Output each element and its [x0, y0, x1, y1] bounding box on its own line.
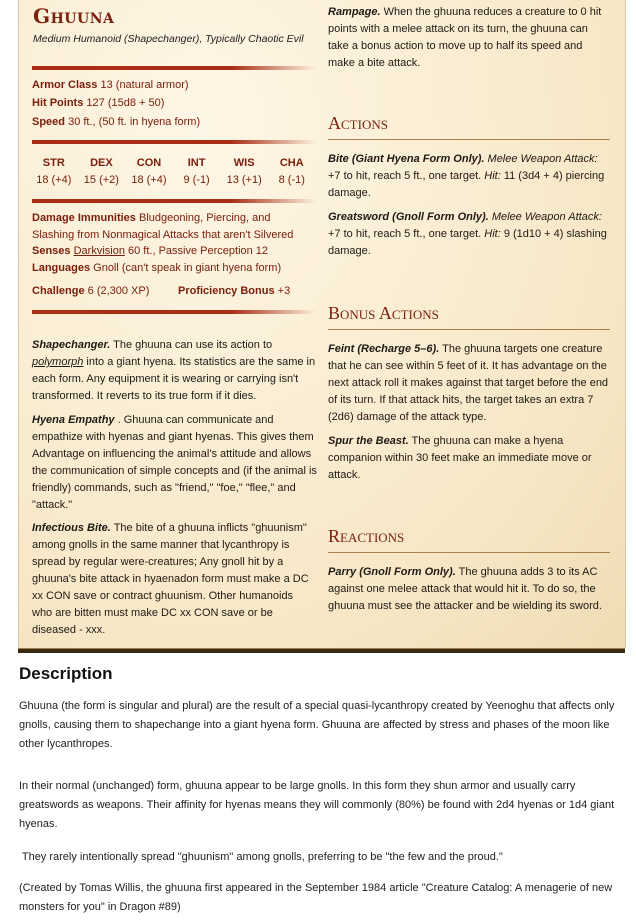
challenge: Challenge 6 (2,300 XP) — [32, 285, 150, 297]
actions-heading: Actions — [328, 113, 388, 133]
trait-shapechanger: Shapechanger. The ghuuna can use its action to polymorph into a giant hyena. Its statistics are the same in each form. Any equipment it is wearing or carrying isn't transformed. It reverts to its true form if it dies. — [32, 339, 316, 402]
ability-dex: DEX 15 (+2) — [83, 157, 119, 186]
ability-scores — [30, 155, 316, 189]
divider — [328, 552, 610, 553]
monster-meta: Medium Humanoid (Shapechanger), Typically Chaotic Evil — [33, 33, 304, 45]
trait-rampage: Rampage. When the ghuuna reduces a creature to 0 hit points with a melee attack on its turn, the ghuuna can take a bonus action to move up to half its speed and make a bite attack. — [328, 6, 602, 69]
damage-immunities: Damage Immunities Bludgeoning, Piercing, and Slashing from Nonmagical Attacks that aren't Silvered — [32, 212, 294, 241]
divider — [32, 310, 316, 314]
armor-class: Armor Class 13 (natural armor) — [32, 79, 189, 91]
action-bite: Bite (Giant Hyena Form Only). Melee Weapon Attack: +7 to hit, reach 5 ft., one target. Hit: 11 (3d4 + 4) piercing damage. — [328, 153, 605, 199]
reaction-parry: Parry (Gnoll Form Only). The ghuuna adds 3 to its AC against one melee attack that would hit it. To do so, the ghuuna must see the attacker and be wielding its sword. — [328, 566, 602, 612]
proficiency-bonus: Proficiency Bonus +3 — [178, 285, 291, 297]
ability-str: STR 18 (+4) — [36, 157, 72, 186]
bonus-spur-the-beast: Spur the Beast. The ghuuna can make a hyena companion within 30 feet make an immediate move or attack. — [328, 435, 592, 481]
description-paragraph: They rarely intentionally spread "ghuunism" among gnolls, preferring to be "the few and the proud." — [19, 851, 503, 863]
languages: Languages Gnoll (can't speak in giant hyena form) — [32, 262, 282, 274]
trait-infectious-bite: Infectious Bite. The bite of a ghuuna inflicts "ghuunism" among gnolls in the same manner that lycanthropy is spread by regular were-creatures; Any gnoll hit by a ghuuna's bite attack in hyaenadon form must make a DC xx CON save or contract ghuunism. Other humanoids who are bitten must make DC xx CON save or be diseased - xxx. — [32, 522, 309, 636]
ability-int: INT 9 (-1) — [183, 157, 210, 186]
speed: Speed 30 ft., (50 ft. in hyena form) — [32, 116, 201, 128]
divider — [328, 139, 610, 140]
stat-block-border — [18, 648, 625, 653]
polymorph-link[interactable]: polymorph — [32, 356, 84, 368]
bonus-feint: Feint (Recharge 5–6). The ghuuna targets one creature that he can see within 5 feet of it. It has advantage on the next attack roll it makes against that target before the end of its turn. If that attack hits, the target takes an extra 7 (2d6) damage of the attack type. — [328, 343, 609, 423]
hit-points: Hit Points 127 (15d8 + 50) — [32, 97, 165, 109]
divider — [32, 199, 316, 203]
ability-wis: WIS 13 (+1) — [226, 157, 262, 186]
ability-con: CON 18 (+4) — [131, 157, 167, 186]
description-paragraph: Ghuuna (the form is singular and plural) are the result of a special quasi-lycanthropy created by Yeenoghu that affects only gnolls, causing them to shapechange into a giant hyena form. Ghuuna are affected by stress and phases of the moon like other lycanthropes. — [19, 700, 615, 750]
monster-name: Ghuuna — [33, 4, 115, 28]
divider — [328, 329, 610, 330]
trait-hyena-empathy: Hyena Empathy . Ghuuna can communicate and empathize with hyenas and giant hyenas. This gives them Advantage on influencing the animal's attitude and allows the communication of simple concepts and (if the animal is friendly) commands, such as "friend," "foe," "flee," and "attack." — [32, 414, 317, 511]
description-title: Description — [19, 664, 113, 683]
description-paragraph: (Created by Tomas Willis, the ghuuna first appeared in the September 1984 article "Creature Catalog: A menagerie of new monsters for you" in Dragon #89) — [19, 882, 613, 913]
action-greatsword: Greatsword (Gnoll Form Only). Melee Weapon Attack: +7 to hit, reach 5 ft., one target. Hit: 9 (1d10 + 4) slashing damage. — [328, 211, 607, 257]
bonus-actions-heading: Bonus Actions — [328, 303, 439, 323]
darkvision-link[interactable]: Darkvision — [73, 245, 125, 257]
description-paragraph: In their normal (unchanged) form, ghuuna appear to be large gnolls. In this form they shun armor and usually carry greatswords as weapons. Their affinity for hyenas means they will commonly (80%) be found with 2d4 hyenas or 1d4 giant hyenas. — [19, 780, 615, 830]
ability-cha: CHA 8 (-1) — [278, 157, 305, 186]
senses: Senses Darkvision 60 ft., Passive Perception 12 — [32, 245, 269, 257]
divider — [32, 66, 316, 70]
divider — [32, 140, 316, 144]
reactions-heading: Reactions — [328, 526, 405, 546]
